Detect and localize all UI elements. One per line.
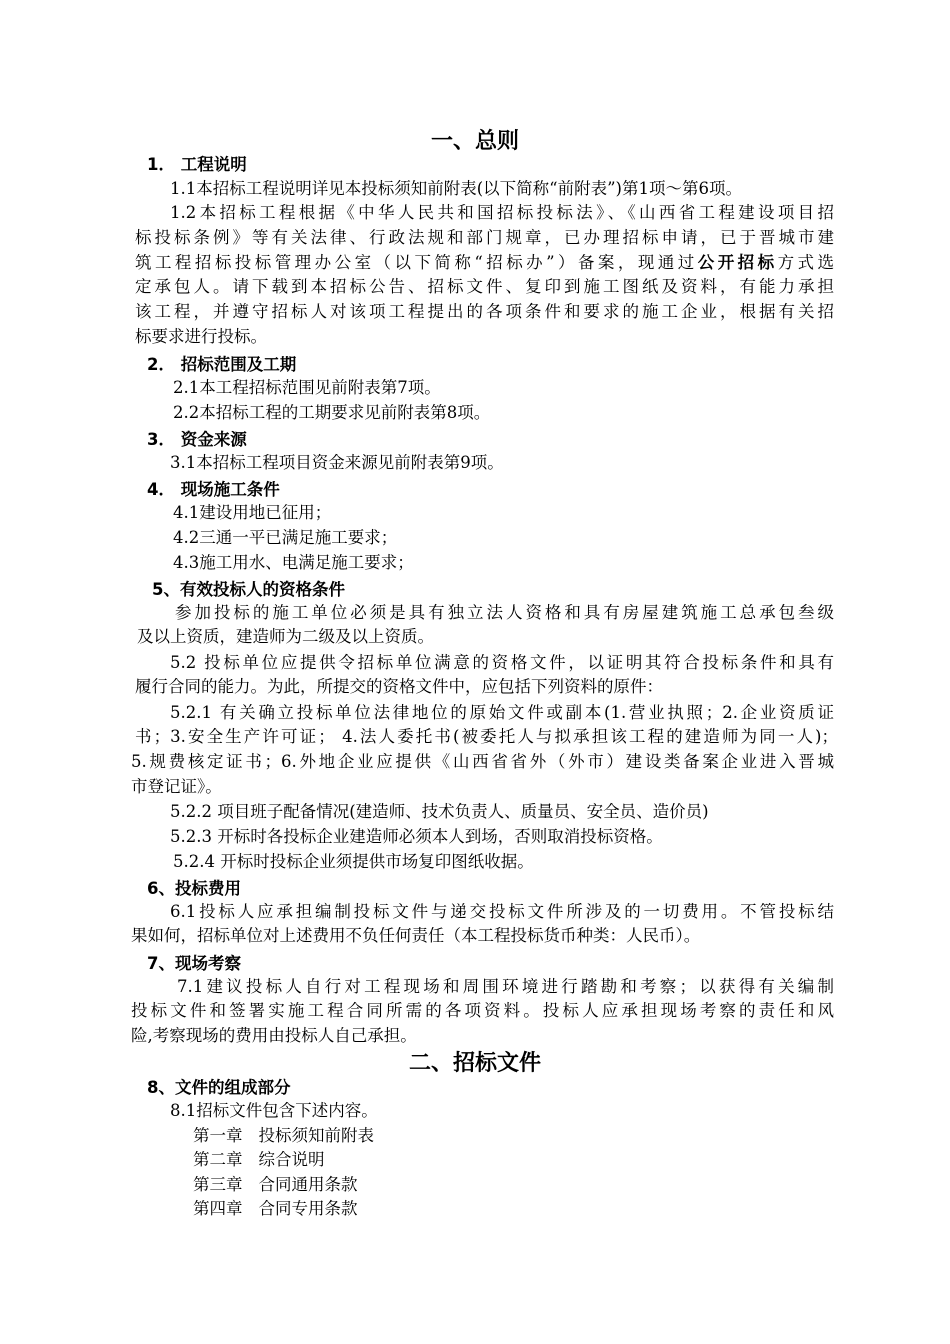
paragraph-text: 筑工程招标投标管理办公室（以下简称“招标办”）备案，现通过 <box>135 253 698 272</box>
chapter-number: 第三章 <box>193 1175 243 1194</box>
paragraph-5-2-line: 履行合同的能力。为此，所提交的资格文件中，应包括下列资料的原件： <box>135 677 663 696</box>
paragraph-7-1-line: 投标文件和签署实施工程合同所需的各项资料。投标人应承担现场考察的责任和风 <box>131 1001 834 1020</box>
heading-site-visit: 7、现场考察 <box>147 954 241 973</box>
paragraph-7-1-line: 险,考察现场的费用由投标人自己承担。 <box>131 1026 417 1045</box>
paragraph-4-2: 4.2三通一平已满足施工要求； <box>173 528 398 547</box>
paragraph-2-2: 2.2本招标工程的工期要求见前附表第8项。 <box>173 403 491 422</box>
paragraph-1-2-line: 定承包人。请下载到本招标公告、招标文件、复印到施工图纸及资料，有能力承担 <box>135 277 834 296</box>
section-title-general: 一、总则 <box>430 129 519 154</box>
paragraph-5-2-2: 5.2.2 项目班子配备情况(建造师、技术负责人、质量员、安全员、造价员) <box>170 802 709 821</box>
paragraph-5-2-line: 5.2 投标单位应提供令招标单位满意的资格文件，以证明其符合投标条件和具有 <box>170 653 834 672</box>
heading-bid-costs: 6、投标费用 <box>147 879 241 898</box>
paragraph-1-2-line <box>135 251 834 275</box>
heading-document-components: 8、文件的组成部分 <box>147 1078 291 1097</box>
paragraph-4-1: 4.1建设用地已征用； <box>173 503 332 522</box>
heading-scope-duration: 2． 招标范围及工期 <box>147 355 297 374</box>
paragraph-4-3: 4.3施工用水、电满足施工要求； <box>173 553 414 572</box>
paragraph-1-2-line: 该工程，并遵守招标人对该项工程提出的各项条件和要求的施工企业，根据有关招 <box>135 302 834 321</box>
section-title-tender-documents: 二、招标文件 <box>408 1051 541 1076</box>
chapter-name: 综合说明 <box>258 1150 325 1169</box>
heading-bidder-qualifications: 5、有效投标人的资格条件 <box>152 580 345 599</box>
chapter-number: 第四章 <box>193 1199 243 1218</box>
paragraph-7-1-line: 7.1建议投标人自行对工程现场和周围环境进行踏勘和考察；以获得有关编制 <box>177 977 834 996</box>
chapter-item <box>193 1197 358 1221</box>
chapter-name: 合同通用条款 <box>258 1175 358 1194</box>
paragraph-5-2-1-line: 书；3.安全生产许可证； 4.法人委托书(被委托人与拟承担该工程的建造师为同一人)； <box>135 727 838 746</box>
heading-funding-source: 3． 资金来源 <box>147 430 247 449</box>
chapter-number: 第一章 <box>193 1126 243 1145</box>
paragraph-1-2-line: 标要求进行投标。 <box>135 327 267 346</box>
paragraph-5-2-4: 5.2.4 开标时投标企业须提供市场复印图纸收据。 <box>173 852 534 871</box>
chapter-item <box>193 1173 358 1197</box>
paragraph-3-1: 3.1本招标工程项目资金来源见前附表第9项。 <box>170 453 504 472</box>
paragraph-text: 方式选 <box>777 253 834 272</box>
paragraph-5-1-line: 及以上资质，建造师为二级及以上资质。 <box>137 627 434 646</box>
heading-project-description: 1． 工程说明 <box>147 155 247 174</box>
heading-site-conditions: 4． 现场施工条件 <box>147 480 280 499</box>
paragraph-5-2-1-line: 5.规费核定证书；6.外地企业应提供《山西省省外（外市）建设类备案企业进入晋城 <box>131 752 834 771</box>
emphasis-open-tender: 公开招标 <box>697 253 778 272</box>
paragraph-1-1: 1.1本招标工程说明详见本投标须知前附表(以下简称“前附表”)第1项～第6项。 <box>170 179 742 198</box>
chapter-number: 第二章 <box>193 1150 243 1169</box>
paragraph-5-1-line: 参加投标的施工单位必须是具有独立法人资格和具有房屋建筑施工总承包叁级 <box>175 603 834 622</box>
paragraph-6-1-line: 6.1投标人应承担编制投标文件与递交投标文件所涉及的一切费用。不管投标结 <box>170 902 834 921</box>
chapter-name: 投标须知前附表 <box>258 1126 374 1145</box>
paragraph-6-1-line: 果如何，招标单位对上述费用不负任何责任（本工程投标货币种类：人民币）。 <box>131 926 701 945</box>
paragraph-5-2-3: 5.2.3 开标时各投标企业建造师必须本人到场，否则取消投标资格。 <box>170 827 663 846</box>
paragraph-8-1: 8.1招标文件包含下述内容。 <box>170 1101 378 1120</box>
paragraph-2-1: 2.1本工程招标范围见前附表第7项。 <box>173 378 441 397</box>
chapter-item <box>193 1124 374 1148</box>
chapter-item <box>193 1148 325 1172</box>
paragraph-5-2-1-line: 5.2.1 有关确立投标单位法律地位的原始文件或副本(1.营业执照；2.企业资质证 <box>170 703 834 722</box>
paragraph-1-2-line: 标投标条例》等有关法律、行政法规和部门规章，已办理招标申请，已于晋城市建 <box>135 228 834 247</box>
paragraph-5-2-1-line: 市登记证》。 <box>131 777 222 796</box>
chapter-name: 合同专用条款 <box>258 1199 358 1218</box>
paragraph-1-2-line: 1.2本招标工程根据《中华人民共和国招标投标法》、《山西省工程建设项目招 <box>170 203 834 222</box>
